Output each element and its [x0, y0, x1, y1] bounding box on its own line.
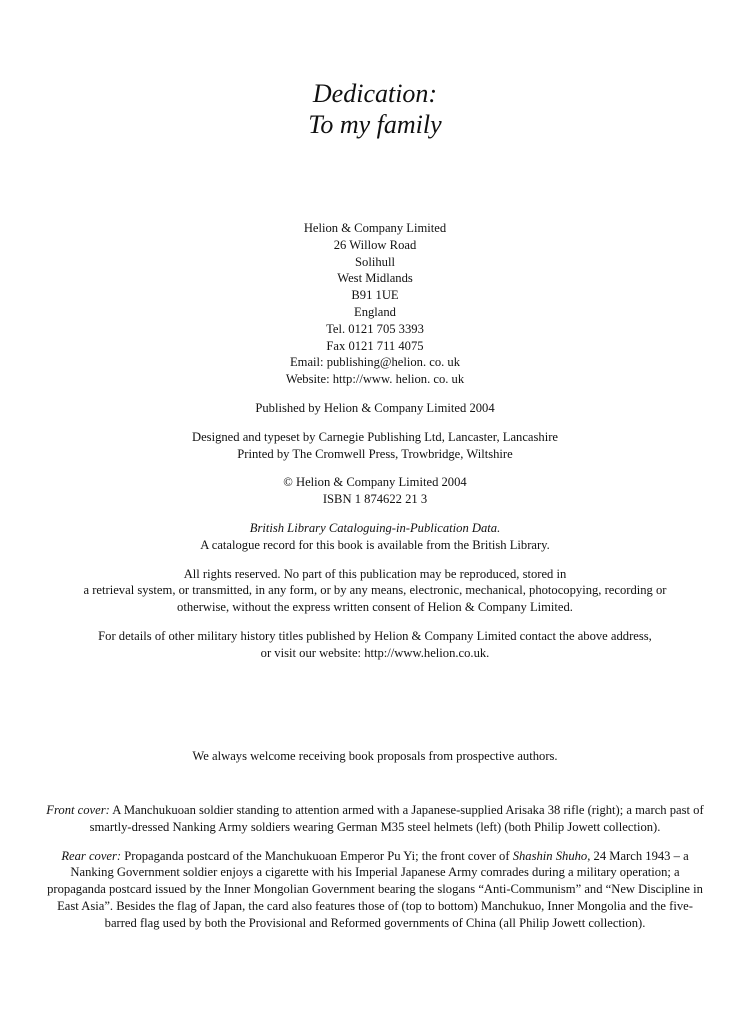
publisher-street: 26 Willow Road — [333, 237, 417, 252]
rights-line-2: a retrieval system, or transmitted, in any form, or by any means, electronic, mechanical, photocopying, recording or — [83, 583, 667, 598]
front-cover-note — [46, 802, 704, 836]
publisher-email: Email: publishing@helion. co. uk — [289, 355, 461, 370]
cip-title: British Library Cataloguing-in-Publication Data. — [249, 520, 501, 535]
rear-cover-text-1: Propaganda postcard of the Manchukuoan Emperor Pu Yi; the front cover of — [121, 848, 513, 863]
publisher-postcode: B91 1UE — [351, 288, 399, 303]
dedication-text: To my family — [308, 110, 442, 139]
rear-cover-text-2: , 24 March 1943 – a Nanking Government soldier enjoys a cigarette with his Imperial Japanese Army comrades during a military operation; a propaganda postcard issued by the Inner Mongolian Government bearing the slogans “Anti-Communism” and “New Discipline in East Asia”. Besides the flag of Japan, the card also features those of (top to bottom) Manchukuo, Inner Mongolia and the five-barred flag used by both the Provisional and Reformed governments of China (all Philip Jowett collection). — [47, 848, 703, 930]
cip-text: A catalogue record for this book is available from the British Library. — [200, 537, 550, 552]
rights-line-3: otherwise, without the express written consent of Helion & Company Limited. — [177, 600, 573, 615]
rear-cover-label: Rear cover: — [61, 848, 122, 863]
publisher-region: West Midlands — [337, 271, 413, 286]
printed-by: Printed by The Cromwell Press, Trowbridge, Wiltshire — [237, 446, 513, 461]
front-cover-text: A Manchukuoan soldier standing to attention armed with a Japanese-supplied Arisaka 38 rifle (right); a march past of smartly-dressed Nanking Army soldiers wearing German M35 steel helmets (left) (both Philip Jowett collection). — [89, 803, 704, 834]
details-line-1: For details of other military history titles published by Helion & Company Limited contact the above address, — [98, 628, 652, 643]
front-cover-label: Front cover: — [46, 803, 110, 817]
proposals-note: We always welcome receiving book proposals from prospective authors. — [192, 748, 558, 763]
rear-cover-note — [46, 848, 704, 932]
copyright-line: © Helion & Company Limited 2004 — [283, 475, 467, 490]
dedication-heading: Dedication: — [312, 79, 438, 108]
publisher-phone: Tel. 0121 705 3393 — [326, 321, 424, 336]
publisher-town: Solihull — [355, 254, 395, 269]
rights-line-1: All rights reserved. No part of this publication may be reproduced, stored in — [183, 566, 567, 581]
cover-notes — [46, 802, 704, 944]
dedication — [0, 78, 750, 140]
publisher-country: England — [354, 304, 396, 319]
publisher-name: Helion & Company Limited — [303, 221, 447, 235]
designed-by: Designed and typeset by Carnegie Publishing Ltd, Lancaster, Lancashire — [191, 429, 558, 444]
imprint-block — [20, 220, 730, 764]
isbn: ISBN 1 874622 21 3 — [322, 492, 428, 507]
published-by: Published by Helion & Company Limited 2004 — [255, 400, 495, 415]
details-line-2: or visit our website: http://www.helion.co.uk. — [260, 645, 490, 660]
rear-cover-magazine-title: Shashin Shuho — [512, 848, 588, 863]
publisher-website: Website: http://www. helion. co. uk — [285, 372, 465, 387]
publisher-fax: Fax 0121 711 4075 — [326, 338, 424, 353]
